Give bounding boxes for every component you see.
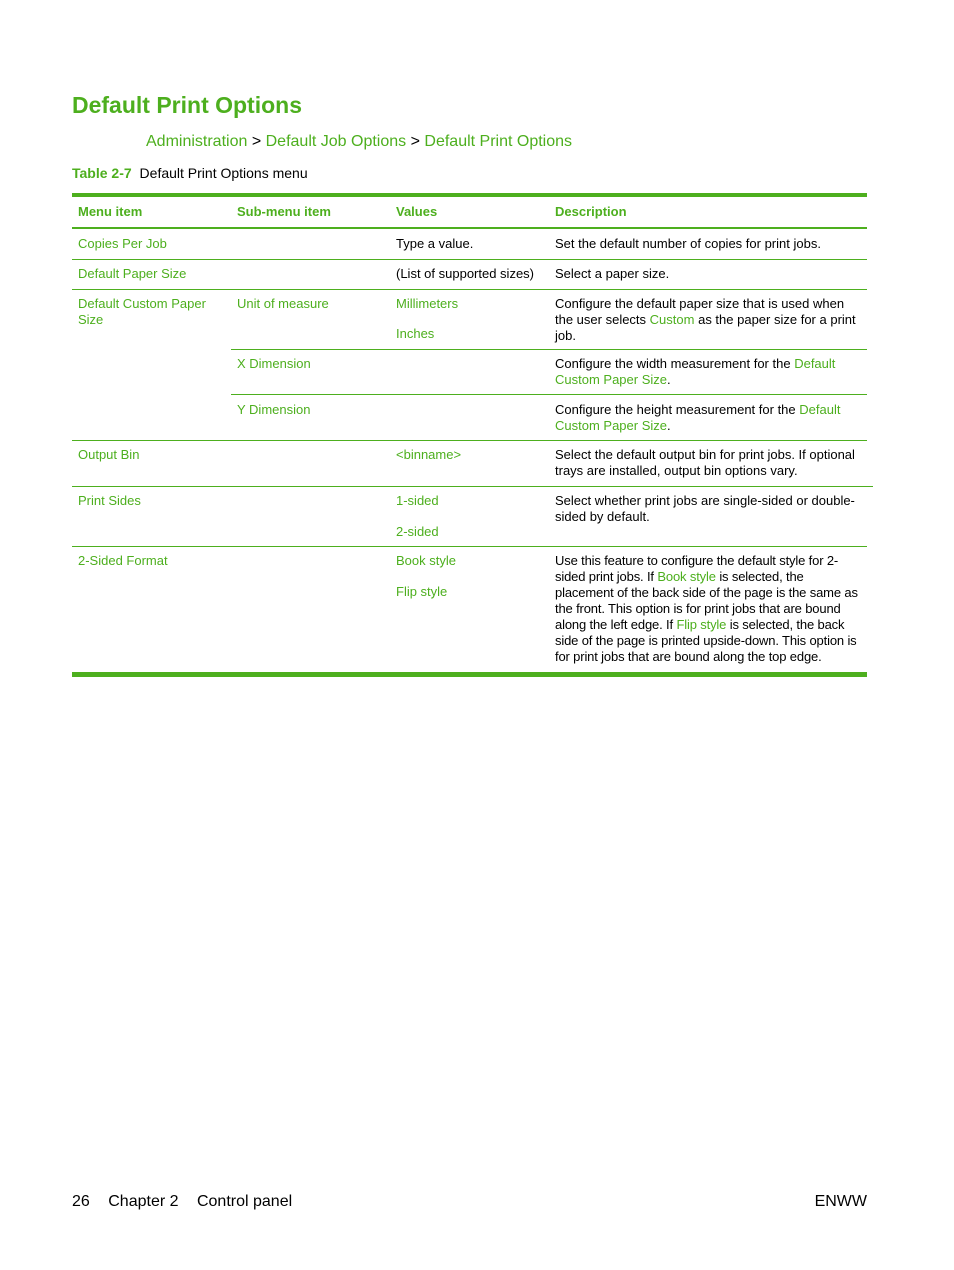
breadcrumb-item-administration[interactable]: Administration (146, 133, 248, 150)
description-text: Configure the width measurement for the (555, 356, 791, 371)
row-divider (72, 259, 867, 260)
page-title: Default Print Options (72, 92, 302, 118)
menu-item-print-sides[interactable]: Print Sides (78, 493, 141, 508)
sub-row-divider (231, 349, 867, 350)
value-copies: Type a value. (396, 236, 474, 251)
description-text: . (667, 372, 671, 387)
value-flip-style[interactable]: Flip style (396, 584, 448, 599)
value-paper-sizes: (List of supported sizes) (396, 266, 535, 281)
description-text: Configure the height measurement for the (555, 402, 796, 417)
row-divider (72, 486, 873, 487)
sub-menu-item-y-dimension[interactable]: Y Dimension (237, 402, 311, 417)
breadcrumb (146, 133, 572, 151)
header-rule (72, 227, 867, 229)
book-style-link[interactable]: Book style (657, 569, 716, 584)
footer-chapter: Chapter 2 (108, 1193, 179, 1210)
page-number: 26 (72, 1193, 90, 1210)
menu-item-output-bin[interactable]: Output Bin (78, 447, 140, 462)
description-text: Configure the default paper size that is used when the user selects (555, 296, 845, 327)
breadcrumb-item-default-job-options[interactable]: Default Job Options (265, 133, 407, 150)
row-divider (72, 546, 867, 547)
menu-item-default-paper-size[interactable]: Default Paper Size (78, 266, 187, 281)
row-divider (72, 289, 867, 290)
header-values: Values (396, 204, 438, 219)
flip-style-link[interactable]: Flip style (676, 617, 727, 632)
breadcrumb-separator: > (251, 133, 262, 150)
value-millimeters[interactable]: Millimeters (396, 296, 459, 311)
value-binname[interactable]: <binname> (396, 447, 462, 462)
menu-item-2-sided-format[interactable]: 2-Sided Format (78, 553, 168, 568)
footer-doc-id: ENWW (814, 1193, 867, 1210)
footer-left (72, 1193, 306, 1211)
sub-menu-item-x-dimension[interactable]: X Dimension (237, 356, 311, 371)
description-text: is selected, the back side of the page is printed upside-down. This option is for print jobs that are bound along the top edge. (555, 617, 857, 664)
table-caption (72, 165, 308, 181)
header-sub-menu-item: Sub-menu item (237, 204, 331, 219)
description-text: is selected, the placement of the back side of the page is the same as the front. This option is for print jobs that are bound along the left edge. If (555, 569, 858, 632)
description-2-sided-format (555, 553, 865, 665)
description-unit-of-measure (555, 296, 865, 344)
default-custom-paper-size-link[interactable]: Default Custom Paper Size (555, 402, 841, 433)
value-book-style[interactable]: Book style (396, 553, 456, 568)
description-copies: Set the default number of copies for print jobs. (555, 236, 821, 251)
header-menu-item: Menu item (78, 204, 143, 219)
description-paper-size: Select a paper size. (555, 266, 670, 281)
description-y-dimension (555, 402, 865, 434)
breadcrumb-separator: > (410, 133, 420, 150)
description-text: . (667, 418, 671, 433)
breadcrumb-item-default-print-options[interactable]: Default Print Options (424, 133, 573, 150)
header-description: Description (555, 204, 627, 219)
sub-row-divider (231, 394, 867, 395)
footer-section: Control panel (196, 1193, 293, 1210)
description-output-bin: Select the default output bin for print jobs. If optional trays are installed, output bin options vary. (555, 447, 855, 478)
menu-item-default-custom-paper-size[interactable]: Default Custom Paper Size (78, 296, 206, 327)
description-text: Use this feature to configure the default style for 2-sided print jobs. If (555, 553, 839, 584)
menu-item-copies-per-job[interactable]: Copies Per Job (78, 236, 167, 251)
table-caption-text: Default Print Options menu (139, 165, 308, 181)
value-2-sided[interactable]: 2-sided (396, 524, 439, 539)
custom-link[interactable]: Custom (649, 312, 695, 327)
row-divider (72, 440, 867, 441)
sub-menu-item-unit-of-measure[interactable]: Unit of measure (237, 296, 329, 311)
description-text: as the paper size for a print job. (555, 312, 856, 343)
description-x-dimension (555, 356, 865, 388)
description-print-sides: Select whether print jobs are single-sided or double-sided by default. (555, 493, 855, 524)
table-top-rule (72, 193, 867, 197)
table-number: Table 2-7 (72, 165, 132, 181)
value-inches[interactable]: Inches (396, 326, 435, 341)
default-custom-paper-size-link[interactable]: Default Custom Paper Size (555, 356, 836, 387)
value-1-sided[interactable]: 1-sided (396, 493, 439, 508)
table-bottom-rule (72, 672, 867, 677)
